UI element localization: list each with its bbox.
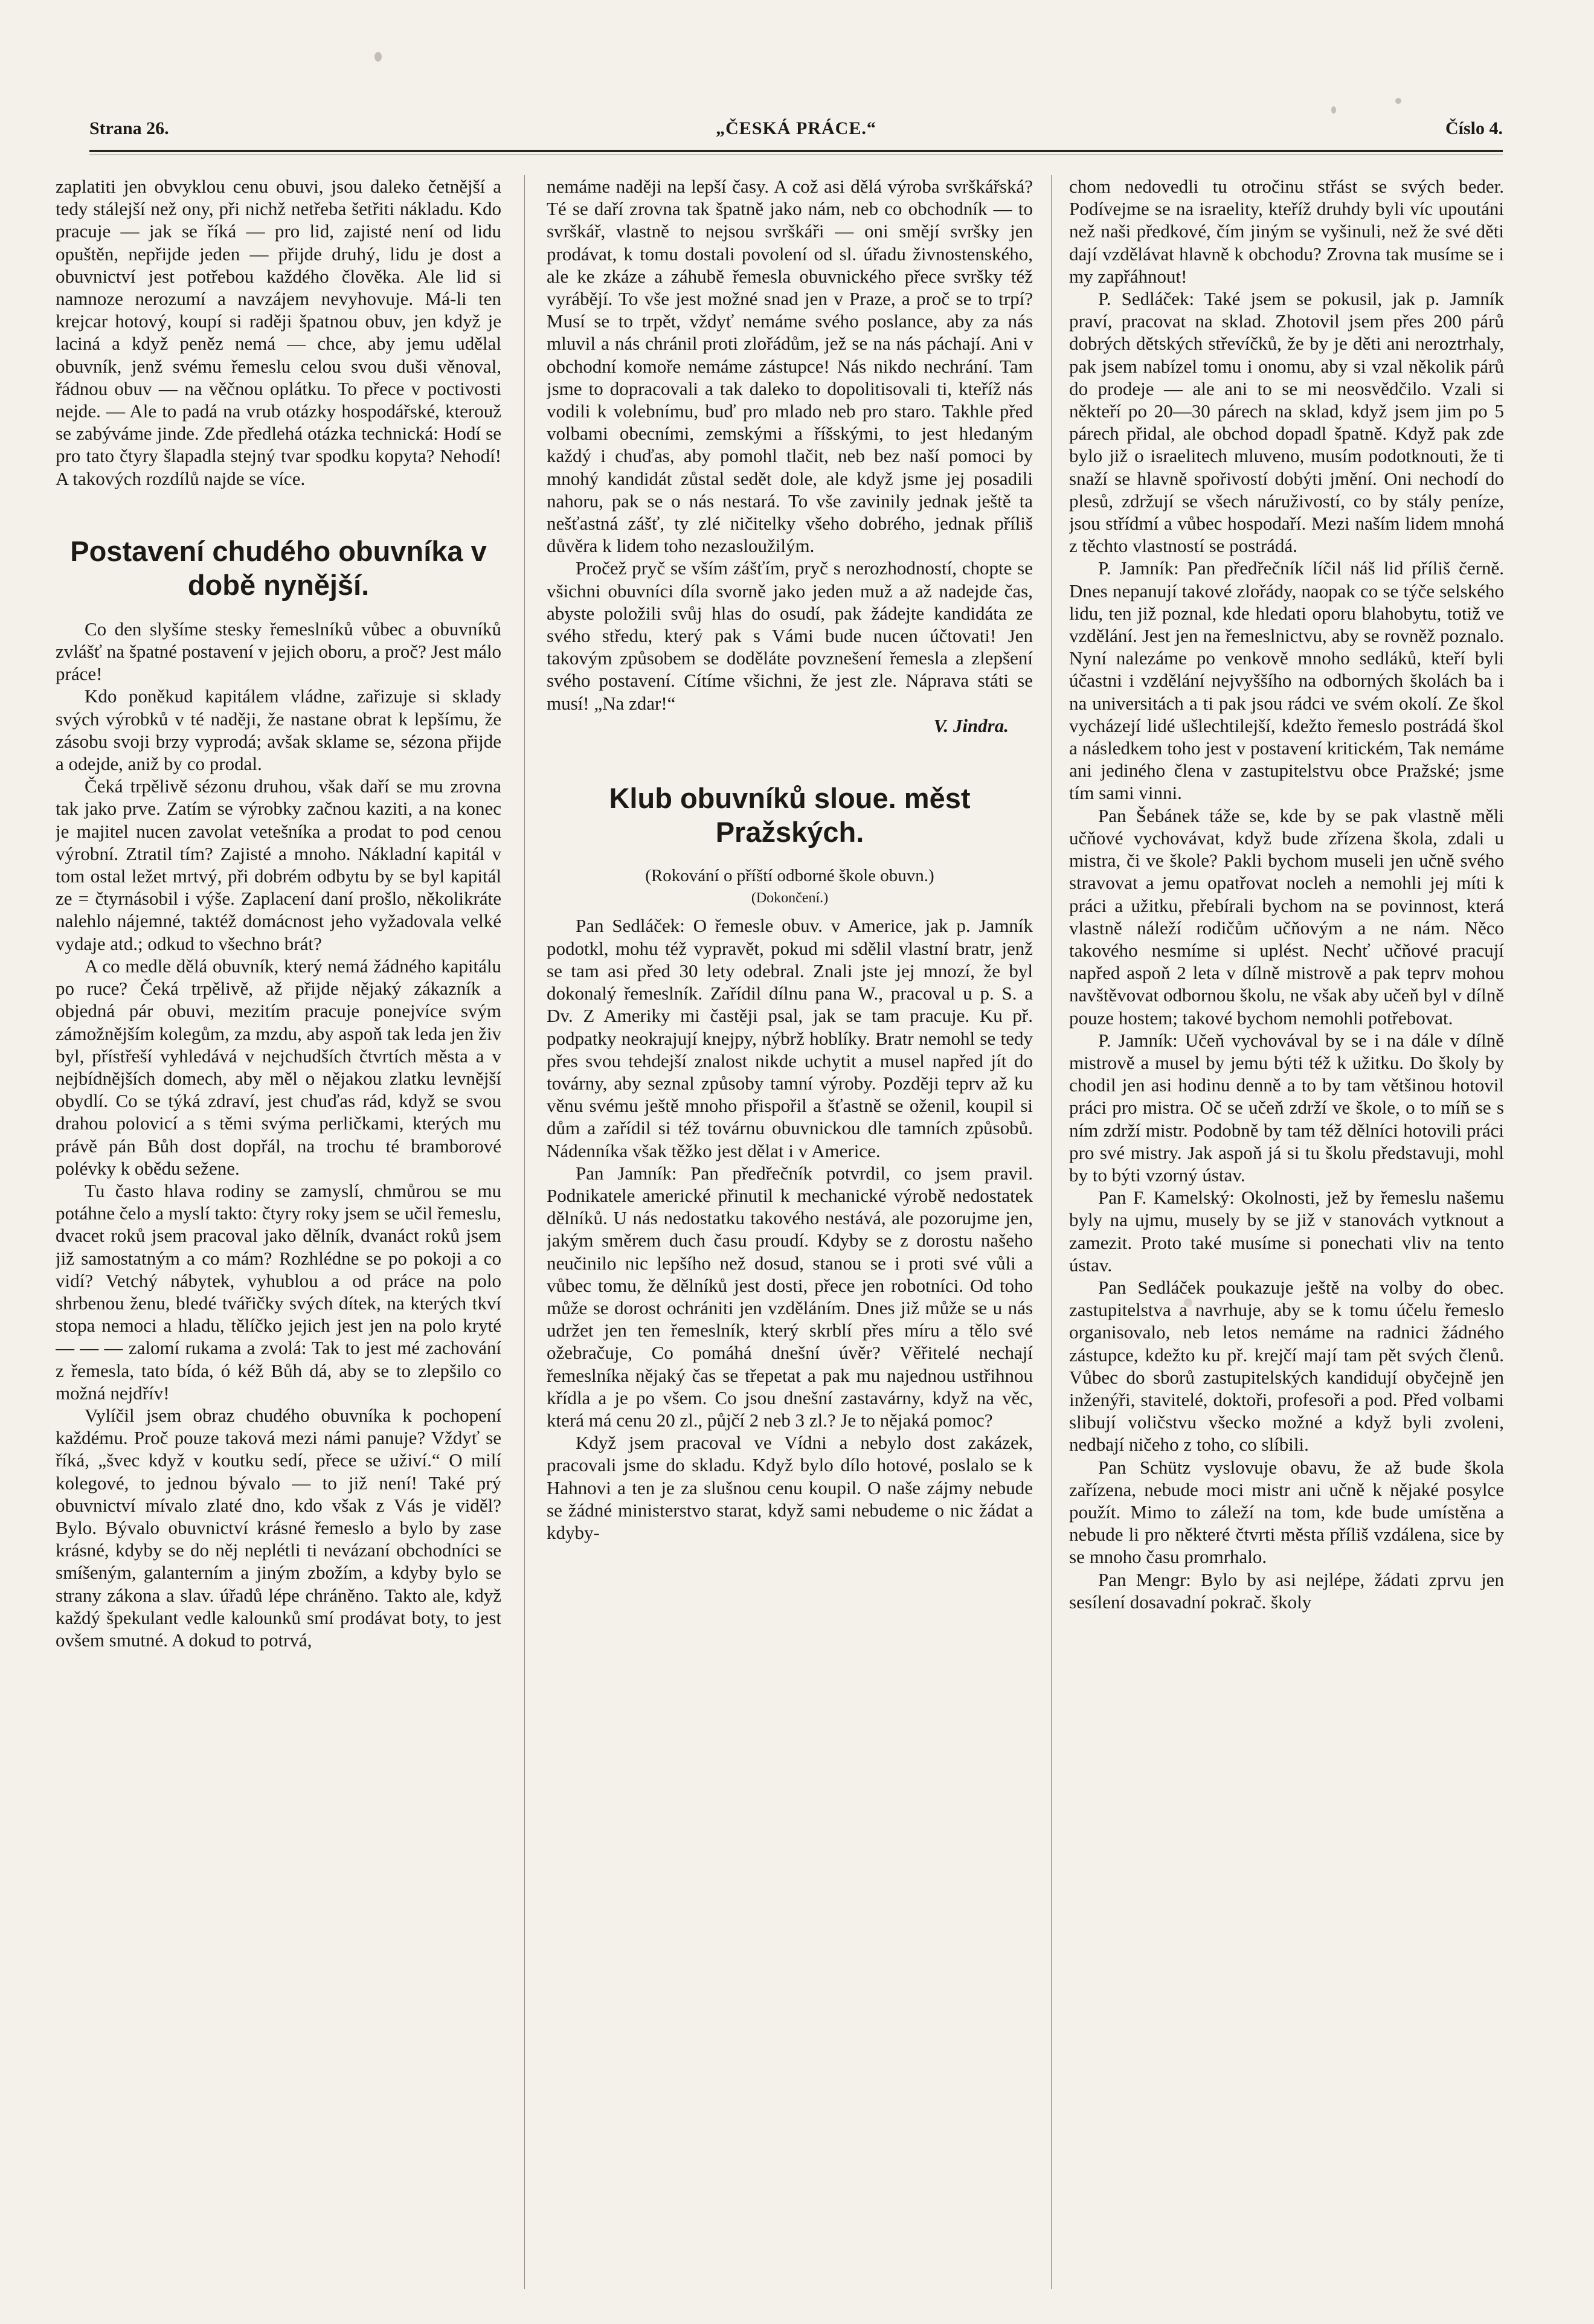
ink-spot xyxy=(1331,106,1336,114)
paragraph: Čeká trpělivě sézonu druhou, však daří se mu zrovna tak jako prve. Zatím se výrobky začnou kaziti, a na konec je majitel nucen zavolat vetešníka a prodat to pod cenou výrobní. Ztratil tím? Zajisté a mnoho. Nákladní kapitál v tom ostal ležet mrtvý, při dobrém odbytu by se byl kapitál ze = čtyrnásobil i výše. Zaplacení daní prošlo, několikráte nalehlo nájemné, taktéž domácnost jeho vyžadovala velké vydaje atd.; odkud to všechno brát? xyxy=(56,775,501,954)
column-2 xyxy=(547,175,1033,2301)
paragraph: Pan Sedláček: O řemesle obuv. v Americe, jak p. Jamník podotkl, mohu též vypravět, pokud mi sdělil vlastní bratr, jenž se tam asi před 30 lety odebral. Znali jste jej mnozí, že byl dokonalý řemeslník. Zařídil dílnu pana W., pracoval u p. S. a Dv. Z Ameriky mi častěji psal, jak se tam pracuje. Ku př. podpatky neokrajují knejpy, nýbrž hoblíky. Bratr nemohl se tedy přes svou tehdejší znalost nikde uchytit a musel napřed jít do továrny, aby seznal způsoby tamní výroby. Později teprv až ku věnu svému ještě mnoho přispořil a šťastně se oženil, koupil si dům a zařídil si též továrnu obuvnickou dle tamních způsobů. Nádenníka však těžko jest dělat i v Americe. xyxy=(547,915,1033,1161)
article-subtitle: (Rokování o příští odborné škole obuvn.) xyxy=(645,866,934,886)
ink-spot xyxy=(374,52,382,62)
article-continuation: chom nedovedli tu otročinu střást se svých beder. Podívejme se na israelity, kteříž druhdy byli víc upoutáni než naši předkové, čím jiným se vyšinuli, než že své děti dají vzdělávat hlavně k obchodu? Zrovna tak musíme se i my zapřáhnout! xyxy=(1069,176,1504,287)
paragraph: A co medle dělá obuvník, který nemá žádného kapitálu po ruce? Čeká trpělivě, až přijde nějaký zákazník a objedná pár obuvi, mezitím pracuje ponejvíce svým zámožnějším kolegům, za mzdu, aby aspoň tak leda jen živ byl, přístřeší vyhledává v nejchudších čtvrtích města a v nejbídnějších domech, aby měl o nějakou zlatku levnější obydlí. Co se týká zdraví, jest chuďas rád, když se svou drahou polovicí a s těmi svýma perličkami, kterých mu právě pán Bůh dost dopřál, na trochu té bramborové polévky k obědu sežene. xyxy=(56,955,501,1179)
paragraph: Pan Sedláček poukazuje ještě na volby do obec. zastupitelstva a navrhuje, aby se k tomu účelu řemeslo organisovalo, neb letos nemáme na radnici žádného zástupce, kdežto ku př. krejčí mají tam pět svých členů. Vůbec do sborů zastupitelských kandidují obyčejně jen inženýři, stavitelé, doktoři, profesoři a pod. Před volbami slibují voličstvu všecko možné a když byli zvoleni, nedbají ničeho z toho, co slíbili. xyxy=(1069,1276,1504,1456)
paragraph: Co den slyšíme stesky řemeslníků vůbec a obuvníků zvlášť na špatné postavení v jejich oboru, a proč? Jest málo práce! xyxy=(56,618,501,685)
ink-spot xyxy=(1395,98,1401,104)
paragraph: Vylíčil jsem obraz chudého obuvníka k pochopení každému. Proč pouze taková mezi námi panuje? Vždyť se říká, „švec když v koutku sedí, přece se uživí.“ O milí kolegové, to jednou bývalo — to již není! Také prý obuvnictví mívalo zlaté dno, kdo však z Vás je viděl? Bylo. Bývalo obuvnictví krásné řemeslo a bylo by zase krásné, kdyby se do něj neplétli ti nevázaní obchodníci se smíšeným, galanterním a jiným zbožím, a kdyby bylo se strany zákona a slav. úřadů lépe chráněno. Takto ale, když každý špekulant vedle kalounků smí prodávat boty, to jest ovšem smutné. A dokud to potrvá, xyxy=(56,1404,501,1651)
column-divider xyxy=(1051,175,1052,2289)
paragraph: P. Jamník: Pan předřečník líčil náš lid příliš černě. Dnes nepanují takové zlořády, naopak co se týče selského lidu, ten již poznal, kde hledati oporu blahobytu, totiž ve vzdělání. Jest jen na řemeslnictvu, aby se rovněž poznalo. Nyní nalezáme po venkově mnoho sedláků, kteří byli účastni i vzdělání nejvyššího na odborných školách ba i na universitách a ti pak jsou rádci ve svém okolí. Ze škol vycházejí lidé ušlechtilejší, kdežto řemeslo postrádá škol a následkem toho jest v postavení kritickém, Tak nemáme ani jediného člena v zastupitelstvu obce Pražské; jsme tím sami vinni. xyxy=(1069,557,1504,804)
paragraph: Pan F. Kamelský: Okolnosti, jež by řemeslu našemu byly na ujmu, musely by se již v stanovách vytknout a zamezit. Proto také musíme si ponechati vliv na tento ústav. xyxy=(1069,1187,1504,1276)
page-header xyxy=(89,118,1503,147)
continuation-note: (Dokončení.) xyxy=(751,890,829,907)
header-rule xyxy=(89,150,1503,152)
column-1 xyxy=(56,175,501,2301)
paragraph: P. Jamník: Učeň vychovával by se i na dále v dílně mistrově a musel by jemu býti též k užitku. Do školy by chodil jen asi hodinu denně a to by tam většinou hotovil práci pro mistra. Oč se učeň zdrží ve škole, o to míň se s ním zdrží mistr. Podobně by tam též dělníci hotovili práci pro své mistry. Jak aspoň já si tu školu představuji, mohl by to býti vzorný ústav. xyxy=(1069,1029,1504,1186)
paragraph: Tu často hlava rodiny se zamyslí, chmůrou se mu potáhne čelo a myslí takto: čtyry roky jsem se učil řemeslu, dvacet roků jsem pracoval jako dělník, dvanáct roků jsem již samostatným a co mám? Rozhlédne se po pokoji a co vidí? Vetchý nábytek, vyhublou a od práce na polo shrbenou ženu, bledé tvářičky svých dítek, na kterých tkví stopa nemoci a hladu, tělíčko jejich jest jen na polo kryté — — — zalomí rukama a zvolá: Tak to jest mé zachování z řemesla, tato bída, ó kéž Bůh dá, aby se to zlepšilo co možná nejdřív! xyxy=(56,1180,501,1404)
paragraph: Pan Mengr: Bylo by asi nejlépe, žádati zprvu jen sesílení dosavadní pokrač. školy xyxy=(1069,1568,1504,1613)
article-continuation: zaplatiti jen obvyklou cenu obuvi, jsou daleko četnější a tedy stálejší než ony, při nichž netřeba šetřiti nákladu. Kdo pracuje — jak se říká — pro lid, zajisté není od lidu opuštěn, nepřijde jeden — přijde druhý, lidu je dost a obuvnictví jest potřebou každého člověka. Ale lid si namnoze nerozumí a navzájem nevyhovuje. Má-li ten krejcar hotový, koupí si raději špatnou obuv, jen když je laciná a když peněz nemá — chce, aby jemu udělal obuvník, jenž svému řemeslu celou svou duši věnoval, řádnou obuv — na věčnou oplátku. To přece v poctivosti nejde. — Ale to padá na vrub otázky hospodářské, kterouž se zabýváme jinde. Zde předlehá otázka technická: Hodí se pro tato čtyry šlapadla stejný tvar spodku kopyta? Nehodí! A takových rozdílů najde se více. xyxy=(56,176,501,489)
column-3 xyxy=(1069,175,1504,2301)
paragraph: Pan Schütz vyslovuje obavu, že až bude škola zařízena, nebude moci mistr ani učně k nějaké posylce použít. Mimo to záleží na tom, kde bude umístěna a nebude li pro některé čtvrti města příliš vzdálena, sice by se mnoho času promrhalo. xyxy=(1069,1456,1504,1568)
paragraph: Pročež pryč se vším zášťím, pryč s nerozhodností, chopte se všichni obuvníci díla svorně jako jeden muž a až nadejde čas, abyste položili svůj hlas do osudí, pak žádejte kandidáta ze svého středu, který pak s Vámi bude nucen účtovati! Jen takovým způsobem se doděláte povznešení řemesla a zlepšení svého postavení. Cítíme všichni, že jest zle. Náprava státi se musí! „Na zdar!“ xyxy=(547,557,1033,714)
paragraph: P. Sedláček: Také jsem se pokusil, jak p. Jamník praví, pracovat na sklad. Zhotovil jsem přes 200 párů dobrých dětských střevíčků, že by je děti ani neroztrhaly, pak jsem nabízel tomu i onomu, aby si vzal několik párů do prodeje — ale ani to se mi neosvědčilo. Vzali si někteří po 20—30 párech na sklad, když jsem jim po 5 párech přidal, ale obchod dopadl špatně. Když pak zde bylo již o israelitech mluveno, musím podotknouti, že ti snaží se hlavně spořivostí dobýti jmění. Oni nechodí do plesů, zdržují se všech náruživostí, co by stály peníze, jsou střídmí a vůbec hospodaří. Mezi naším lidem mnohá z těchto vlastností se postrádá. xyxy=(1069,288,1504,557)
page-number: Strana 26. xyxy=(89,118,169,138)
article-heading: Klub obuvníků sloue. měst Pražských. xyxy=(609,782,971,849)
author-signature: V. Jindra. xyxy=(933,714,1009,736)
column-divider xyxy=(524,175,525,2289)
paragraph: Když jsem pracoval ve Vídni a nebylo dost zakázek, pracovali jsme do skladu. Když bylo dílo hotové, poslalo se k Hahnovi a ten je za slušnou cenu koupil. O naše zájmy nebude se žádné ministerstvo starat, když sami nebudeme o nic žádat a kdyby- xyxy=(547,1432,1033,1543)
issue-number: Číslo 4. xyxy=(1445,118,1503,138)
article-continuation: nemáme naději na lepší časy. A což asi dělá výroba svrškářská? Té se daří zrovna tak špatně jako nám, neb co obchodník — to svrškář, vlastně to nejsou svrškáři — oni smějí svršky jen prodávat, k tomu dostali povolení od sl. úřadu živnostenského, ale ke zkáze a záhubě řemesla obuvnického přece svršky též vyrábějí. To vše jest možné snad jen v Praze, a proč se to trpí? Musí se to trpět, vždyť nemáme svého poslance, aby za nás mluvil a nás chránil proti zlořádům, jež se na nás páchají. Ani v obchodní komoře nemáme zástupce! Nás nikdo nechrání. Tam jsme to dopracovali a tak daleko to dopolitisovali ti, kteříž nás vodili k volebnímu, buď pro mlado neb pro staro. Takhle před volbami obecními, zemskými a říšskými, to jest hledaným každý i chuďas, aby pomohl tlačit, neb bez naší pomoci by mnohý kandidát zůstal sedět dole, ale když jsme jej posadili nahoru, pak se o nás nestará. To vše zavinily jednak ještě ta nešťastná zášť, ty zlé ničitelky všeho dobrého, jednak příliš důvěra k lidem toho nezasloužilým. xyxy=(547,176,1033,557)
publication-title: „ČESKÁ PRÁCE.“ xyxy=(716,118,876,138)
paragraph: Kdo poněkud kapitálem vládne, zařizuje si sklady svých výrobků v té naději, že nastane obrat k lepšímu, že zásobu svoji brzy vyprodá; avšak sklame se, sézona přijde a odejde, aniž by co prodal. xyxy=(56,685,501,775)
paragraph: Pan Šebánek táže se, kde by se pak vlastně měli učňové vychovávat, když bude zřízena škola, zdali u mistra, či ve škole? Pakli bychom museli jen učně svého stravovat a jemu opatřovat nocleh a nemohli jej míti k práci a užitku, přebírali bychom na se povinnost, která vlastně náleží rodičům učňovým a ne nám. Něco takového nesmíme si uplést. Nechť učňové pracují napřed aspoň 2 leta v dílně mistrově a pak teprv mohou navštěvovat odbornou školu, ne však aby učeň byl v dílně pouze hostem; takové bychom nemohli potřebovat. xyxy=(1069,804,1504,1029)
article-heading: Postavení chudého obuvníka v době nynější. xyxy=(70,534,487,601)
paragraph: Pan Jamník: Pan předřečník potvrdil, co jsem pravil. Podnikatele americké přinutil k mechanické výrobě nedostatek dělníků. U nás nedostatku takového nestává, ale pozorujme jen, jakým směrem duch času proudí. Kdyby se z dorostu našeho neučinilo nic lepšího než dosud, stanou se i proti své vůli a vůbec tomu, že dělníků jest dosti, přece jen robotníci. Od toho může se dorost ochrániti jen vzděláním. Dnes již může se u nás udržet jen ten řemeslník, který skrblí přes míru a tělo své ožebračuje, Co pomáhá dnešní úvěr? Věřitelé nechají řemeslníka nějaký čas se třepetat a pak mu najednou ustřihnou křídla a je po všem. Co jsou dnešní zastavárny, když na věc, která má cenu 20 zl., půjčí 2 neb 3 zl.? Je to nějaká pomoc? xyxy=(547,1162,1033,1431)
